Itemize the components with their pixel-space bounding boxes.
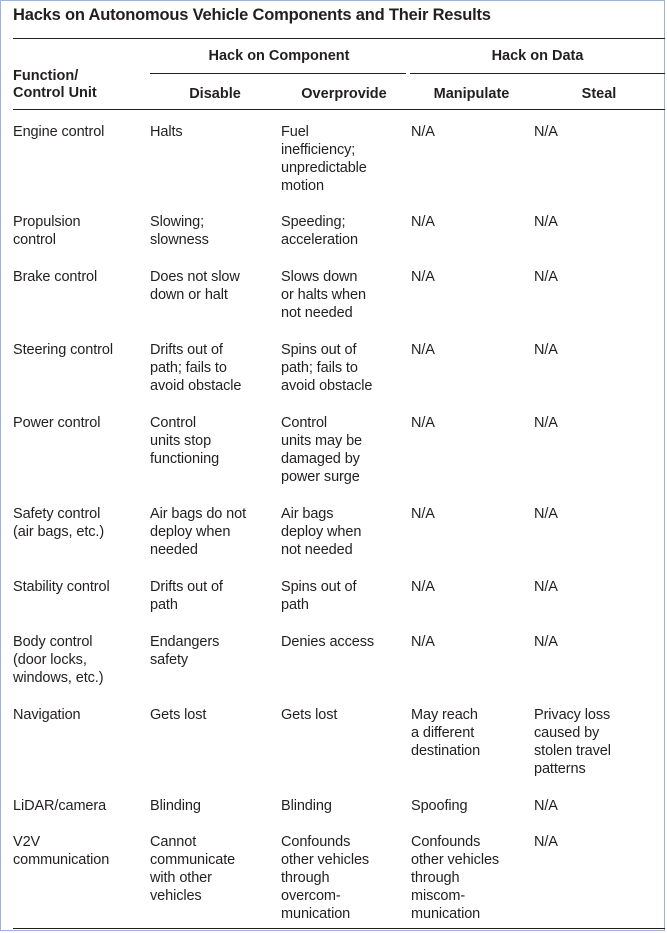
cell-overprovide: Spins out of path; fails to avoid obstacle — [281, 342, 373, 394]
cell-function: Navigation — [13, 707, 81, 723]
cell-manipulate: N/A — [411, 579, 435, 595]
header-overprovide: Overprovide — [301, 86, 387, 102]
cell-overprovide: Spins out of path — [281, 579, 357, 613]
header-rule — [13, 109, 665, 110]
group-rule-component — [150, 73, 406, 74]
cell-overprovide: Fuel inefficiency; unpredictable motion — [281, 124, 367, 194]
group-header-data: Hack on Data — [491, 48, 584, 64]
cell-manipulate: N/A — [411, 342, 435, 358]
cell-manipulate: N/A — [411, 506, 435, 522]
cell-function: Body control (door locks, windows, etc.) — [13, 634, 104, 686]
table-title: Hacks on Autonomous Vehicle Components and Their Results — [13, 6, 491, 24]
cell-steal: N/A — [534, 834, 558, 850]
cell-function: Power control — [13, 415, 101, 431]
cell-manipulate: N/A — [411, 124, 435, 140]
cell-steal: N/A — [534, 342, 558, 358]
header-function: Function/ Control Unit — [13, 68, 97, 101]
cell-steal: N/A — [534, 269, 558, 285]
cell-steal: N/A — [534, 798, 558, 814]
cell-function: Stability control — [13, 579, 110, 595]
cell-manipulate: N/A — [411, 415, 435, 431]
cell-overprovide: Gets lost — [281, 707, 338, 723]
cell-overprovide: Speeding; acceleration — [281, 214, 358, 248]
header-steal: Steal — [581, 86, 617, 102]
cell-manipulate: Confounds other vehicles through miscom- munication — [411, 834, 500, 922]
cell-steal: Privacy loss caused by stolen travel patterns — [534, 707, 611, 777]
cell-function: Steering control — [13, 342, 113, 358]
group-header-component: Hack on Component — [208, 48, 350, 64]
cell-overprovide: Air bags deploy when not needed — [281, 506, 362, 558]
header-manipulate: Manipulate — [433, 86, 510, 102]
cell-overprovide: Denies access — [281, 634, 374, 650]
cell-function: V2V communication — [13, 834, 110, 868]
cell-disable: Drifts out of path; fails to avoid obstacle — [150, 342, 242, 394]
cell-steal: N/A — [534, 415, 558, 431]
top-rule — [13, 38, 665, 39]
cell-overprovide: Blinding — [281, 798, 332, 814]
cell-steal: N/A — [534, 634, 558, 650]
cell-manipulate: N/A — [411, 634, 435, 650]
cell-steal: N/A — [534, 214, 558, 230]
cell-manipulate: N/A — [411, 269, 435, 285]
cell-disable: Slowing; slowness — [150, 214, 209, 248]
cell-manipulate: May reach a different destination — [411, 707, 481, 759]
cell-steal: N/A — [534, 579, 558, 595]
cell-disable: Endangers safety — [150, 634, 220, 668]
cell-disable: Cannot communicate with other vehicles — [150, 834, 236, 904]
cell-disable: Does not slow down or halt — [150, 269, 240, 303]
cell-disable: Control units stop functioning — [150, 415, 220, 467]
cell-overprovide: Confounds other vehicles through overcom- munication — [281, 834, 370, 922]
cell-disable: Drifts out of path — [150, 579, 223, 613]
cell-function: Propulsion control — [13, 214, 81, 248]
cell-disable: Air bags do not deploy when needed — [150, 506, 247, 558]
cell-overprovide: Control units may be damaged by power surge — [281, 415, 363, 485]
cell-disable: Blinding — [150, 798, 201, 814]
cell-disable: Halts — [150, 124, 183, 140]
cell-manipulate: N/A — [411, 214, 435, 230]
cell-function: LiDAR/camera — [13, 798, 107, 814]
cell-function: Brake control — [13, 269, 98, 285]
cell-function: Safety control (air bags, etc.) — [13, 506, 105, 540]
cell-disable: Gets lost — [150, 707, 207, 723]
cell-steal: N/A — [534, 506, 558, 522]
bottom-rule — [13, 928, 665, 929]
cell-manipulate: Spoofing — [411, 798, 468, 814]
cell-steal: N/A — [534, 124, 558, 140]
cell-overprovide: Slows down or halts when not needed — [281, 269, 366, 321]
header-disable: Disable — [189, 86, 241, 102]
group-rule-data — [410, 73, 665, 74]
cell-function: Engine control — [13, 124, 105, 140]
